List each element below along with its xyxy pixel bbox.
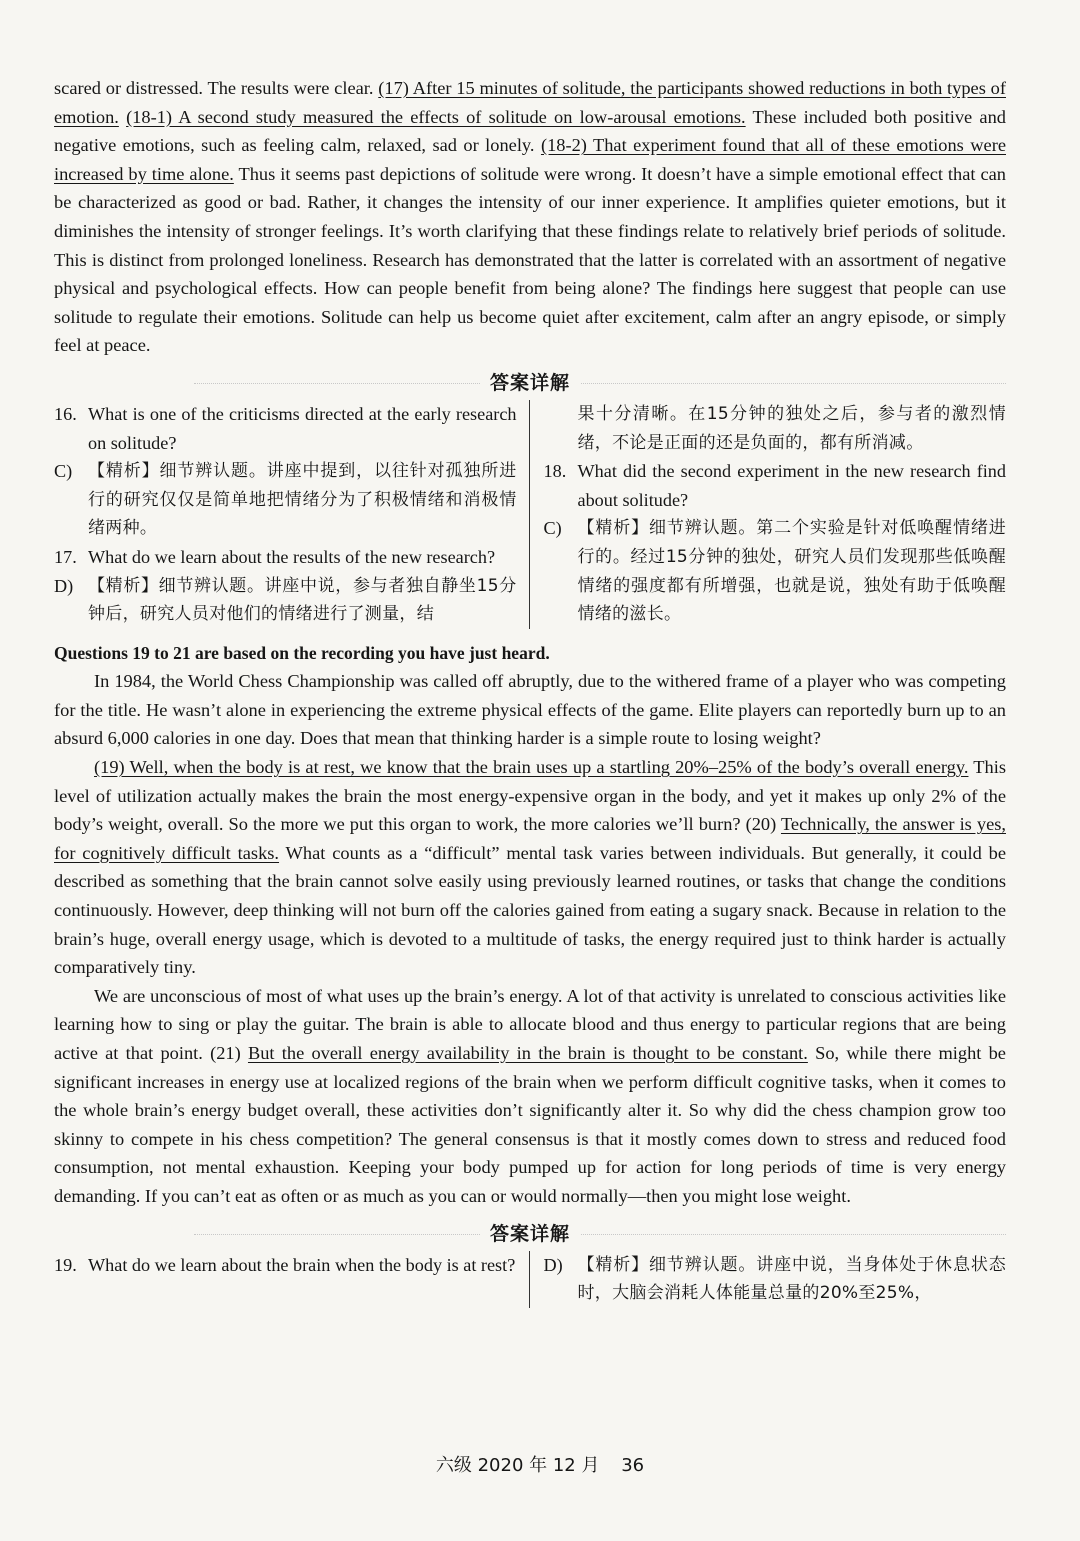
passage-text: These included both positive and negative emotions, such as feeling calm, relaxed, sad or lonely. (54, 106, 1006, 156)
question-item (544, 457, 1007, 514)
passage-text: We are unconscious of most of what uses up the brain’s energy. A lot of that activity is unrelated to conscious activities like learning how to sing or play the guitar. The brain is able to allocate blood and thus energy to particular regions that are being active at that point. (21) (54, 985, 1006, 1063)
question-text: What is one of the criticisms directed at the early research on solitude? (88, 403, 517, 453)
section-title: 答案详解 (480, 372, 580, 394)
passage-paragraph (54, 753, 1006, 982)
underlined-answer-key: (19) Well, when the body is at rest, we know that the brain uses up a startling 20%–25% of the body’s overall energy. (94, 757, 969, 778)
passage-section (54, 667, 1006, 1210)
question-text: What did the second experiment in the new research find about solitude? (577, 461, 1006, 510)
passage-paragraph (54, 667, 1006, 753)
passage-text: This level of utilization actually makes the brain the most energy-expensive organ in the body, and yet it makes up only 2% of the body’s weight, overall. So the more we put this organ to work, the more calories we’ll burn? (20) (54, 757, 1006, 835)
passage-text: In 1984, the World Chess Championship was called off abruptly, due to the withered frame of a player who was competing for the title. He wasn’t alone in experiencing the extreme physical effects of the game. Elite players can reportedly burn up to an absurd 6,000 calories in one day. Does that mean that thinking harder is a simple route to losing weight? (54, 671, 1006, 749)
questions-heading: Questions 19 to 21 are based on the recording you have just heard. (54, 642, 550, 663)
answer-choice: C) (54, 461, 73, 482)
answer-columns (54, 1251, 1006, 1308)
answer-analysis (54, 457, 517, 543)
underlined-answer-key: (17) After 15 minutes of solitude, the participants showed reductions in both types of emotion. (54, 78, 1006, 127)
passage-text: So, while there might be significant increases in energy use at localized regions of the brain when we perform difficult cognitive tasks, when it comes to the whole brain’s energy budget overall, these activities don’t significantly alter it. So why did the chess champion grow too skinny to compete in his chess competition? The general consensus is that it mostly comes down to stress and reduced food consumption, not mental exhaustion. Keeping your body pumped up for action for long periods of time is very energy demanding. If you can’t eat as often or as much as you can or would normally—then you might lose weight. (54, 1043, 1006, 1206)
question-item (54, 1251, 517, 1280)
question-item (54, 400, 517, 457)
underlined-answer-key: (18-2) That experiment found that all of these emotions were increased by time alone. (54, 135, 1006, 184)
passage-text: What counts as a “difficult” mental task varies between individuals. But generally, it could be described as something that the brain cannot solve easily using previously learned routines, or tasks that change the conditions continuously. However, deep thinking will not burn off the calories gained from eating a sugary snack. Because in relation to the brain’s huge, overall energy usage, which is devoted to a multitude of tasks, the energy required just to think harder is actually comparatively tiny. (54, 842, 1007, 978)
question-number: 18. (543, 461, 567, 482)
answer-choice: D) (54, 575, 74, 596)
answer-analysis (54, 572, 517, 629)
section-title: 答案详解 (480, 1223, 580, 1245)
passage-text: Thus it seems past depictions of solitude were wrong. It doesn’t have a simple emotional effect that can be characterized as good or bad. Rather, it changes the intensity of our inner experience. It amplifies quieter emotions, but it diminishes the intensity of stronger feelings. It’s worth clarifying that these findings relate to relatively brief periods of solitude. This is distinct from prolonged loneliness. Research has demonstrated that the latter is correlated with an assortment of negative physical and psychological effects. How can people benefit from being alone? The findings here suggest that people can use solitude to regulate their emotions. Solitude can help us become quiet after excitement, calm after an angry episode, or simply feel at peace. (54, 163, 1006, 356)
analysis-text: 【精析】细节辨认题。讲座中说，参与者独自静坐15分钟后，研究人员对他们的情绪进行了测量，结 (88, 575, 517, 625)
answer-analysis (544, 1251, 1007, 1308)
analysis-text: 【精析】细节辨认题。讲座中说，当身体处于休息状态时，大脑会消耗人体能量总量的20%至25%， (577, 1254, 1006, 1304)
underlined-answer-key: (18-1) A second study measured the effects of solitude on low-arousal emotions. (126, 106, 746, 127)
question-number: 16. (54, 403, 77, 424)
answer-section-header (54, 366, 1006, 400)
underlined-answer-key: But the overall energy availability in the brain is thought to be constant. (247, 1043, 808, 1063)
analysis-text: 【精析】细节辨认题。讲座中提到，以往针对孤独所进行的研究仅仅是简单地把情绪分为了积极情绪和消极情绪两种。 (88, 461, 517, 539)
answer-columns (54, 400, 1006, 629)
answer-analysis (544, 514, 1007, 628)
answer-column-left (54, 400, 530, 629)
answer-column-right (530, 1251, 1007, 1308)
question-text: What do we learn about the results of the new research? (88, 546, 496, 567)
page-content (54, 74, 1006, 1308)
analysis-text: 【精析】细节辨认题。第二个实验是针对低唤醒情绪进行的。经过15分钟的独处，研究人员们发现那些低唤醒情绪的强度都有所增强，也就是说，独处有助于低唤醒情绪的滋长。 (577, 518, 1006, 625)
answer-analysis (544, 400, 1007, 457)
page-number: 36 (621, 1455, 645, 1476)
underlined-answer-key: Technically, the answer is yes, for cognitively difficult tasks. (54, 814, 1006, 863)
analysis-text: 果十分清晰。在15分钟的独处之后，参与者的激烈情绪，不论是正面的还是负面的，都有所消减。 (577, 403, 1006, 453)
passage-paragraph (54, 74, 1006, 360)
page-footer (0, 1451, 1080, 1477)
question-text: What do we learn about the brain when the body is at rest? (88, 1254, 516, 1275)
answer-column-left (54, 1251, 530, 1308)
question-item (54, 543, 517, 572)
passage-text (119, 107, 126, 127)
exam-label: 六级 2020 年 12 月 (435, 1455, 600, 1476)
answer-column-right (530, 400, 1007, 629)
question-number: 17. (54, 546, 77, 567)
answer-choice: C) (543, 518, 562, 539)
answer-choice (544, 400, 578, 457)
answer-choice: D) (543, 1254, 563, 1275)
question-number: 19. (54, 1254, 77, 1275)
passage-text: scared or distressed. The results were clear. (54, 78, 379, 98)
passage-paragraph (54, 982, 1006, 1211)
answer-section-header (54, 1217, 1006, 1251)
